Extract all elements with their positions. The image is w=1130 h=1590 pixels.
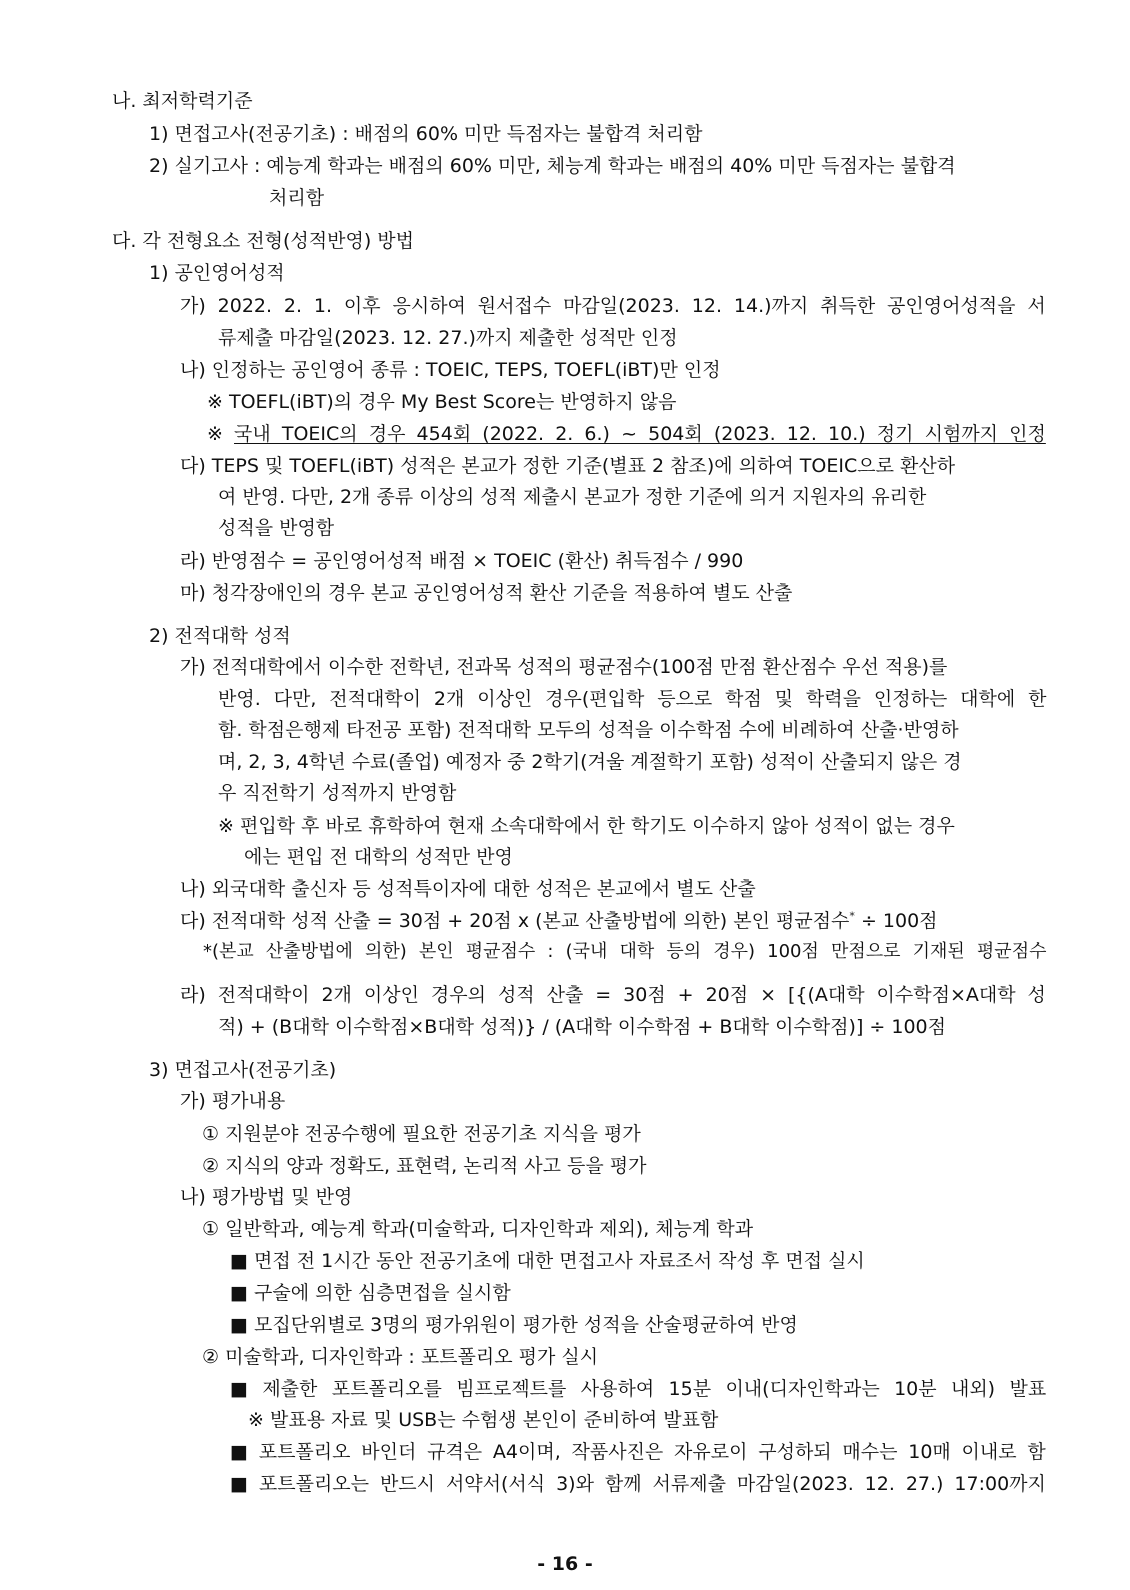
transfer-ga-line5: 우 직전학기 성적까지 반영함 <box>218 782 457 804</box>
transfer-ga-line1: 가) 전적대학에서 이수한 전학년, 전과목 성적의 평균점수(100점 만점 환산점수 우선 적용)를 <box>180 656 948 678</box>
interview-heading: 3) 면접고사(전공기초) <box>149 1059 337 1081</box>
criterion-practical-cont: 처리함 <box>269 187 325 209</box>
english-ga-line1: 가) 2022. 2. 1. 이후 응시하여 원서접수 마감일(2023. 12. 14.)까지 취득한 공인영어성적을 서 <box>180 295 1046 317</box>
transfer-da-main: 다) 전적대학 성적 산출 = 30점 + 20점 x (본교 산출방법에 의한) 본인 평균점수 <box>180 910 850 932</box>
section-heading-minimum-standard: 나. 최저학력기준 <box>112 90 253 112</box>
page-number: - 16 - <box>537 1553 593 1575</box>
transfer-da-footnote: *(본교 산출방법에 의한) 본인 평균점수 : (국내 대학 등의 경우) 100점 만점으로 기재된 평균점수 <box>203 941 1047 962</box>
interview-case1-bullet1: ■ 면접 전 1시간 동안 전공기초에 대한 면접고사 자료조서 작성 후 면접 실시 <box>230 1250 865 1272</box>
transfer-da <box>180 908 938 934</box>
transfer-heading: 2) 전적대학 성적 <box>149 625 291 647</box>
interview-case1: ① 일반학과, 예능계 학과(미술학과, 디자인학과 제외), 체능계 학과 <box>202 1218 754 1240</box>
section-heading-methods: 다. 각 전형요소 전형(성적반영) 방법 <box>112 230 414 252</box>
transfer-ga-line3: 함. 학점은행제 타전공 포함) 전적대학 모두의 성적을 이수학점 수에 비례하여 산출·반영하 <box>218 719 959 741</box>
transfer-ga-line4: 며, 2, 3, 4학년 수료(졸업) 예정자 중 2학기(겨울 계절학기 포함) 성적이 산출되지 않은 경 <box>218 751 962 773</box>
interview-case2-bullet1-note: ※ 발표용 자료 및 USB는 수험생 본인이 준비하여 발표함 <box>248 1409 719 1431</box>
interview-case2-bullet3: ■ 포트폴리오는 반드시 서약서(서식 3)와 함께 서류제출 마감일(2023. 12. 27.) 17:00까지 <box>230 1473 1046 1495</box>
note-toeic-underlined: 국내 TOEIC의 경우 454회 (2022. 2. 6.) ~ 504회 (2023. 12. 10.) 정기 시험까지 인정 <box>234 423 1046 445</box>
transfer-ra-line2: 적) + (B대학 이수학점×B대학 성적)} / (A대학 이수학점 + B대학 이수학점)] ÷ 100점 <box>218 1016 946 1038</box>
interview-case2: ② 미술학과, 디자인학과 : 포트폴리오 평가 실시 <box>202 1346 599 1368</box>
english-ma: 마) 청각장애인의 경우 본교 공인영어성적 환산 기준을 적용하여 별도 산출 <box>180 582 793 604</box>
english-ra: 라) 반영점수 = 공인영어성적 배점 × TOEIC (환산) 취득점수 / 990 <box>180 550 744 572</box>
english-heading: 1) 공인영어성적 <box>149 262 285 284</box>
interview-ga-item2: ② 지식의 양과 정확도, 표현력, 논리적 사고 등을 평가 <box>202 1155 647 1177</box>
transfer-da-tail: ÷ 100점 <box>854 910 938 932</box>
transfer-ra-line1: 라) 전적대학이 2개 이상인 경우의 성적 산출 = 30점 + 20점 × [{(A대학 이수학점×A대학 성 <box>180 984 1046 1006</box>
english-ga-line2: 류제출 마감일(2023. 12. 27.)까지 제출한 성적만 인정 <box>218 327 678 349</box>
english-da-line2: 여 반영. 다만, 2개 종류 이상의 성적 제출시 본교가 정한 기준에 의거 지원자의 유리한 <box>218 486 927 508</box>
transfer-ga-line2: 반영. 다만, 전적대학이 2개 이상인 경우(편입학 등으로 학점 및 학력을 인정하는 대학에 한 <box>218 688 1047 710</box>
interview-case1-bullet3: ■ 모집단위별로 3명의 평가위원이 평가한 성적을 산술평균하여 반영 <box>230 1314 798 1336</box>
interview-ga-item1: ① 지원분야 전공수행에 필요한 전공기초 지식을 평가 <box>202 1123 641 1145</box>
english-na: 나) 인정하는 공인영어 종류 : TOEIC, TEPS, TOEFL(iBT)만 인정 <box>180 359 721 381</box>
english-da-line3: 성적을 반영함 <box>218 517 335 539</box>
criterion-practical: 2) 실기고사 : 예능계 학과는 배점의 60% 미만, 체능계 학과는 배점의 40% 미만 득점자는 불합격 <box>149 155 956 177</box>
transfer-note-line2: 에는 편입 전 대학의 성적만 반영 <box>244 846 513 868</box>
note-mark: ※ <box>207 423 235 445</box>
interview-na: 나) 평가방법 및 반영 <box>180 1186 353 1208</box>
transfer-da-star: * <box>849 909 855 923</box>
transfer-na: 나) 외국대학 출신자 등 성적특이자에 대한 성적은 본교에서 별도 산출 <box>180 878 756 900</box>
english-note-toefl: ※ TOEFL(iBT)의 경우 My Best Score는 반영하지 않음 <box>207 391 677 413</box>
interview-case2-bullet2: ■ 포트폴리오 바인더 규격은 A4이며, 작품사진은 자유로이 구성하되 매수는 10매 이내로 함 <box>230 1441 1046 1463</box>
transfer-note-line1: ※ 편입학 후 바로 휴학하여 현재 소속대학에서 한 학기도 이수하지 않아 성적이 없는 경우 <box>218 815 955 837</box>
interview-case2-bullet1: ■ 제출한 포트폴리오를 빔프로젝트를 사용하여 15분 이내(디자인학과는 10분 내외) 발표 <box>230 1378 1047 1400</box>
english-note-toeic <box>207 421 1046 447</box>
english-da-line1: 다) TEPS 및 TOEFL(iBT) 성적은 본교가 정한 기준(별표 2 참조)에 의하여 TOEIC으로 환산하 <box>180 455 956 477</box>
criterion-interview: 1) 면접고사(전공기초) : 배점의 60% 미만 득점자는 불합격 처리함 <box>149 123 703 145</box>
interview-case1-bullet2: ■ 구술에 의한 심층면접을 실시함 <box>230 1282 511 1304</box>
interview-ga: 가) 평가내용 <box>180 1090 286 1112</box>
